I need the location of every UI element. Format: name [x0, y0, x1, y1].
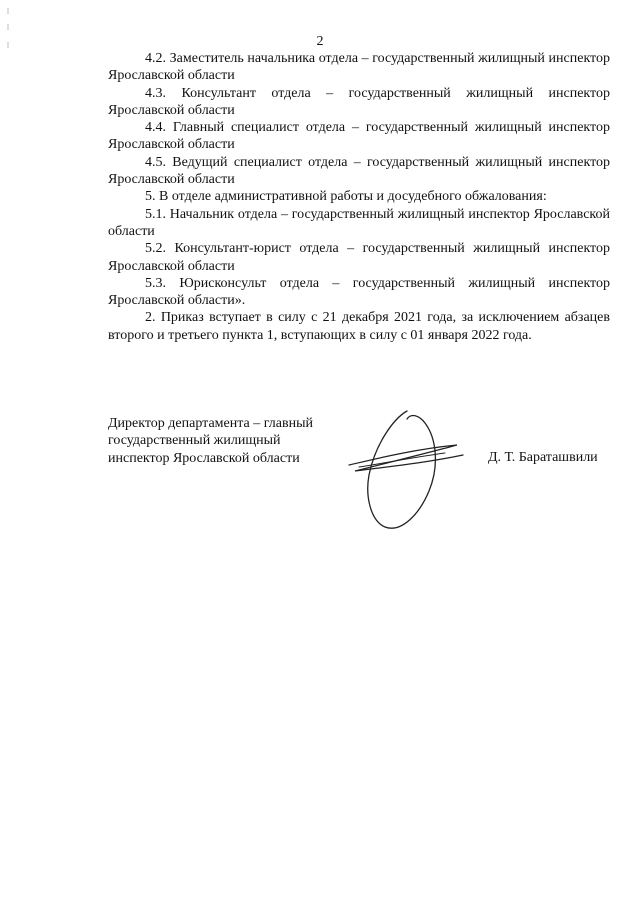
- signatory-title-line: государственный жилищный: [108, 433, 281, 449]
- paragraph-5: 5. В отделе административной работы и досудебного обжалования:: [145, 189, 547, 205]
- signatory-title: [108, 415, 368, 467]
- paragraph-5-2: 5.2. Консультант-юрист отдела – государственный жилищный инспектор Ярославской области: [108, 241, 610, 274]
- paragraph-5-3: 5.3. Юрисконсульт отдела – государственный жилищный инспектор Ярославской области».: [108, 275, 610, 309]
- paragraph-4-5: 4.5. Ведущий специалист отдела – государственный жилищный инспектор Ярославской области: [108, 154, 610, 188]
- paragraph-5-1: 5.1. Начальник отдела – государственный жилищный инспектор Ярославской области: [108, 206, 610, 239]
- paragraph-4-4: 4.4. Главный специалист отдела – государственный жилищный инспектор Ярославской области: [108, 120, 610, 153]
- signatory-title-line: Директор департамента – главный: [108, 416, 313, 431]
- paragraph-2: 2. Приказ вступает в силу с 21 декабря 2021 года, за исключением абзацев второго и третьего пункта 1, вступающих в силу с 01 января 2022 года.: [108, 310, 610, 343]
- paragraph-4-3: 4.3. Консультант отдела – государственный жилищный инспектор Ярославской области: [108, 85, 610, 118]
- paragraph-4-2: 4.2. Заместитель начальника отдела – государственный жилищный инспектор Ярославской области: [108, 51, 610, 84]
- handwritten-signature: [345, 405, 465, 533]
- binding-marks: [6, 0, 10, 60]
- page-number: 2: [316, 34, 324, 49]
- signatory-name: Д. Т. Бараташвили: [488, 450, 598, 465]
- document-body: [108, 50, 610, 344]
- signatory-title-line: инспектор Ярославской области: [108, 450, 300, 466]
